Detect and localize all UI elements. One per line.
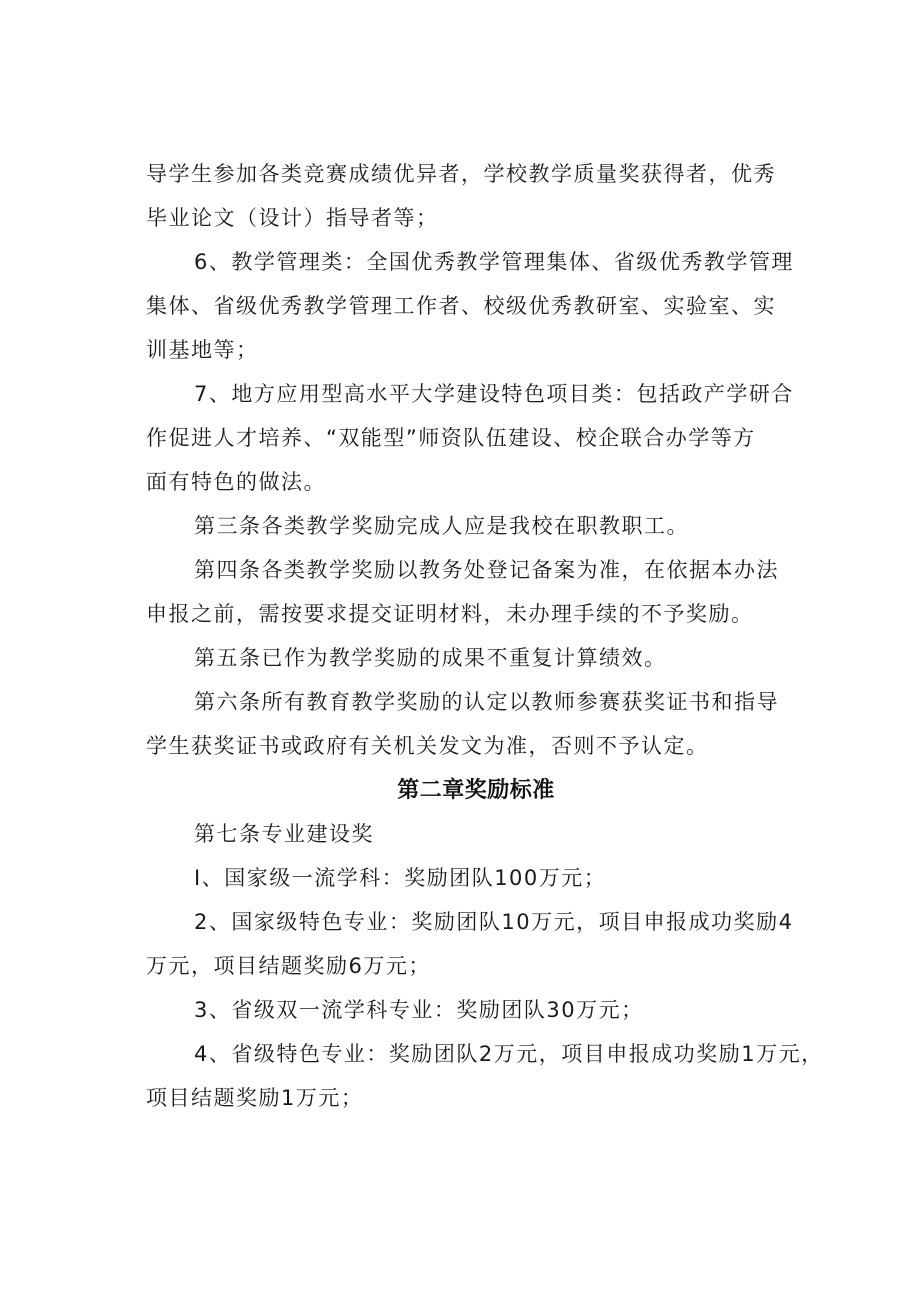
paragraph-line: 申报之前，需按要求提交证明材料，未办理手续的不予奖励。 [146, 602, 754, 626]
paragraph-line: 万元，项目结题奖励6万元； [146, 954, 431, 978]
paragraph-line: 作促进人才培养、“双能型”师资队伍建设、校企联合办学等方 [146, 426, 756, 450]
paragraph-line: 集体、省级优秀教学管理工作者、校级优秀教研室、实验室、实 [146, 294, 776, 318]
paragraph-line: I、国家级一流学科：奖励团队100万元； [194, 866, 607, 890]
paragraph-line: 毕业论文（设计）指导者等； [146, 206, 439, 230]
paragraph-line: 训基地等； [146, 338, 259, 362]
paragraph-line: 项目结题奖励1万元； [146, 1086, 364, 1110]
paragraph-line: 第四条各类教学奖励以教务处登记备案为准，在依据本办法 [194, 558, 779, 582]
paragraph-line: 6、教学管理类：全国优秀教学管理集体、省级优秀教学管理 [194, 250, 794, 274]
paragraph-line: 第三条各类教学奖励完成人应是我校在职教职工。 [194, 514, 689, 538]
paragraph-line: 导学生参加各类竞赛成绩优异者，学校教学质量奖获得者，优秀 [146, 162, 776, 186]
paragraph-line: 第五条已作为教学奖励的成果不重复计算绩效。 [194, 646, 667, 670]
paragraph-line: 学生获奖证书或政府有关机关发文为准，否则不予认定。 [146, 734, 709, 758]
paragraph-line: 2、国家级特色专业：奖励团队10万元，项目申报成功奖励4 [194, 910, 794, 934]
chapter-heading: 第二章奖励标准 [397, 777, 555, 802]
paragraph-line: 面有特色的做法。 [146, 470, 326, 494]
paragraph-line: 第六条所有教育教学奖励的认定以教师参赛获奖证书和指导 [194, 690, 779, 714]
paragraph-line: 3、省级双一流学科专业：奖励团队30万元； [194, 998, 644, 1022]
document-body [146, 152, 824, 1120]
paragraph-line: 7、地方应用型高水平大学建设特色项目类：包括政产学研合 [194, 382, 794, 406]
paragraph-line: 4、省级特色专业：奖励团队2万元，项目申报成功奖励1万元， [194, 1042, 824, 1066]
paragraph-line: 第七条专业建设奖 [194, 822, 374, 846]
